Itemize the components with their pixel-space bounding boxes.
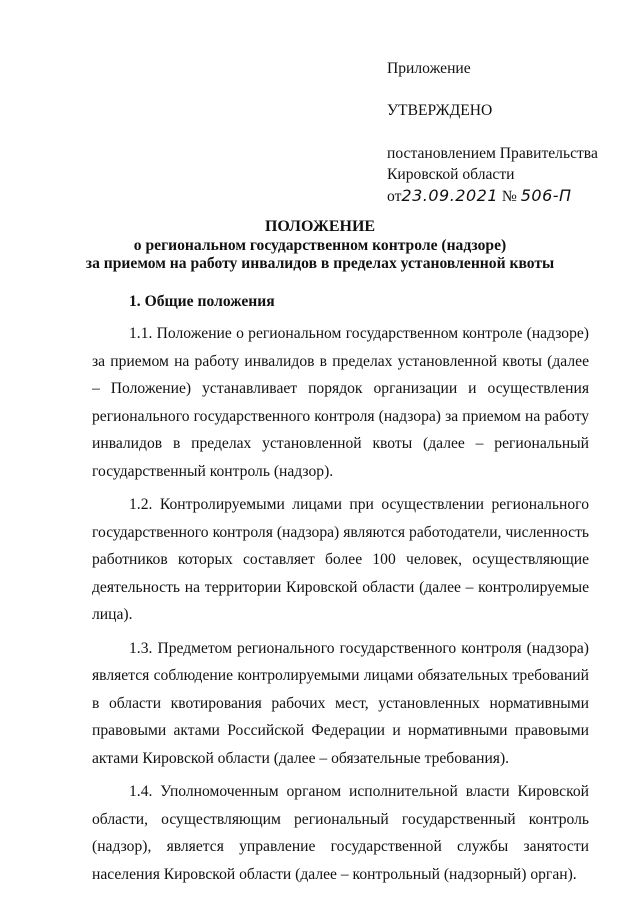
number-sign: № (501, 188, 517, 205)
paragraph-1-2: 1.2. Контролируемыми лицами при осуществлении регионального государственного контроля (надзора) являются работодатели, численность работников которых составляет более 100 человек, осуществляющие деятельность на территории Кировской области (далее – контролируемые лица). (92, 496, 589, 624)
date-prefix: от (387, 188, 402, 205)
handwritten-date: 23.09.2021 (401, 186, 499, 205)
title-line-2: о региональном государственном контроле (надзоре) (133, 236, 507, 254)
resolution-line-2: Кировской области (387, 166, 515, 183)
appendix-label: Приложение (387, 60, 471, 77)
resolution-date-line (387, 185, 598, 207)
section-heading: 1. Общие положения (129, 293, 275, 310)
resolution-line-1: постановлением Правительства (387, 145, 598, 162)
document-body (92, 320, 589, 894)
paragraph-1-4: 1.4. Уполномоченным органом исполнительной власти Кировской области, осуществляющим региональный государственный контроль (надзор), является управление государственной службы занятости населения Кировской области (далее – контрольный (надзорный) орган). (92, 783, 589, 883)
approval-block (387, 58, 598, 207)
approved-label: УТВЕРЖДЕНО (387, 102, 493, 119)
paragraph-1-1: 1.1. Положение о региональном государственном контроле (надзоре) за приемом на работу инвалидов в пределах установленной квоты (далее – Положение) устанавливает порядок организации и осуществления регионального государственного контроля (надзора) за приемом на работу инвалидов в пределах установленной квоты (далее – региональный государственный контроль (надзор). (92, 325, 589, 480)
handwritten-number: 506-П (520, 186, 572, 205)
document-title (0, 218, 640, 274)
title-main: ПОЛОЖЕНИЕ (264, 218, 376, 235)
title-line-3: за приемом на работу инвалидов в пределах установленной квоты (85, 255, 555, 272)
paragraph-1-3: 1.3. Предметом регионального государственного контроля (надзора) является соблюдение контролируемыми лицами обязательных требований в области квотирования рабочих мест, установленных нормативными правовыми актами Российской Федерации и нормативными правовыми актами Кировской области (далее – обязательные требования). (92, 639, 589, 767)
